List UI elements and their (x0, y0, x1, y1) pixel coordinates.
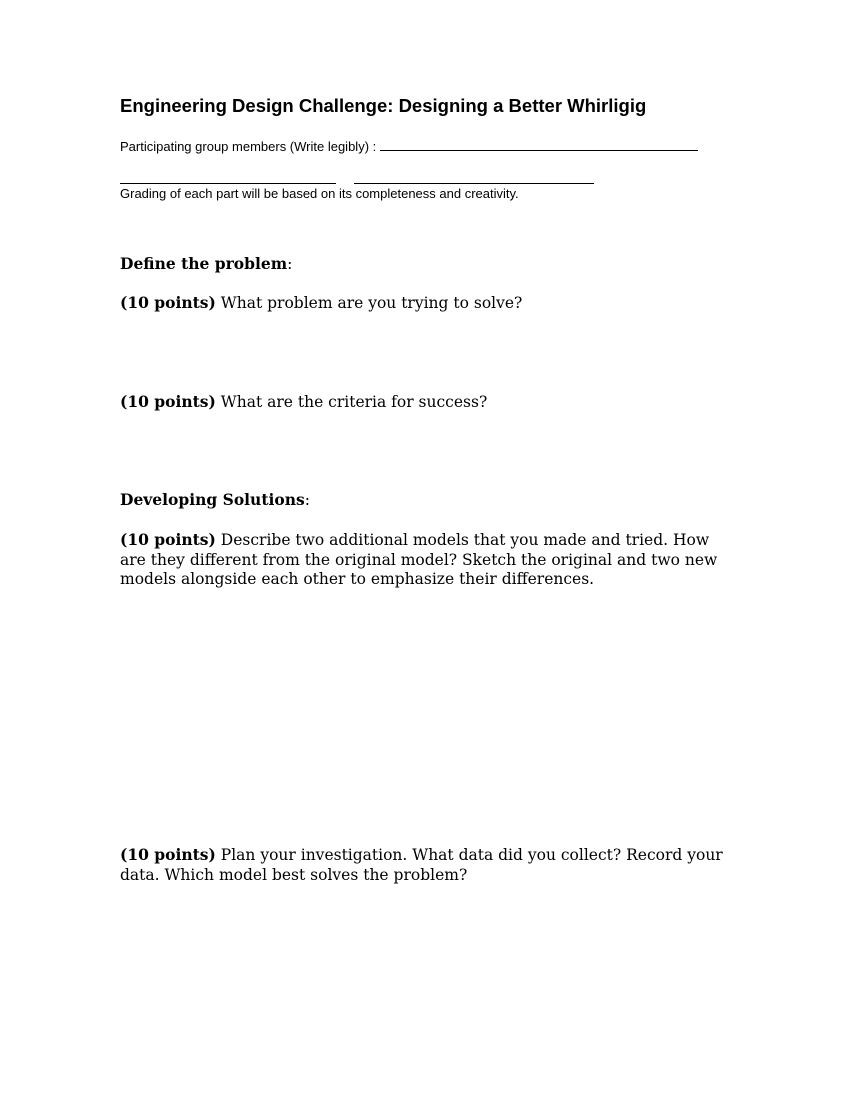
question-investigation (120, 845, 730, 885)
question-points: (10 points) (120, 293, 216, 312)
question-text: What problem are you trying to solve? (220, 294, 523, 312)
group-members-blank-2[interactable] (120, 183, 336, 184)
question-criteria (120, 392, 730, 413)
question-points: (10 points) (120, 392, 216, 411)
question-text: Describe two additional models that you made and tried. How are they different from the original model? Sketch the original and two new models alongside each other to emphasize their differences. (120, 531, 718, 588)
group-members-line (120, 138, 698, 154)
section-heading-colon: : (287, 255, 293, 273)
section-heading-text: Define the problem (120, 254, 288, 273)
section-heading-developing-solutions (120, 490, 310, 509)
question-points: (10 points) (120, 530, 216, 549)
section-heading-colon: : (304, 491, 310, 509)
group-members-blank[interactable] (380, 138, 698, 151)
page-title: Engineering Design Challenge: Designing a Better Whirligig (120, 95, 647, 116)
question-text: What are the criteria for success? (220, 393, 488, 411)
group-members-blank-3[interactable] (354, 183, 594, 184)
section-heading-text: Developing Solutions (120, 490, 305, 509)
grading-note: Grading of each part will be based on its completeness and creativity. (120, 186, 519, 201)
section-heading-define-problem (120, 254, 292, 273)
question-text: Plan your investigation. What data did you collect? Record your data. Which model best solves the problem? (120, 846, 723, 884)
question-points: (10 points) (120, 845, 216, 864)
group-members-label: Participating group members (Write legibly) : (120, 139, 377, 154)
question-problem (120, 293, 730, 314)
question-models (120, 530, 730, 590)
